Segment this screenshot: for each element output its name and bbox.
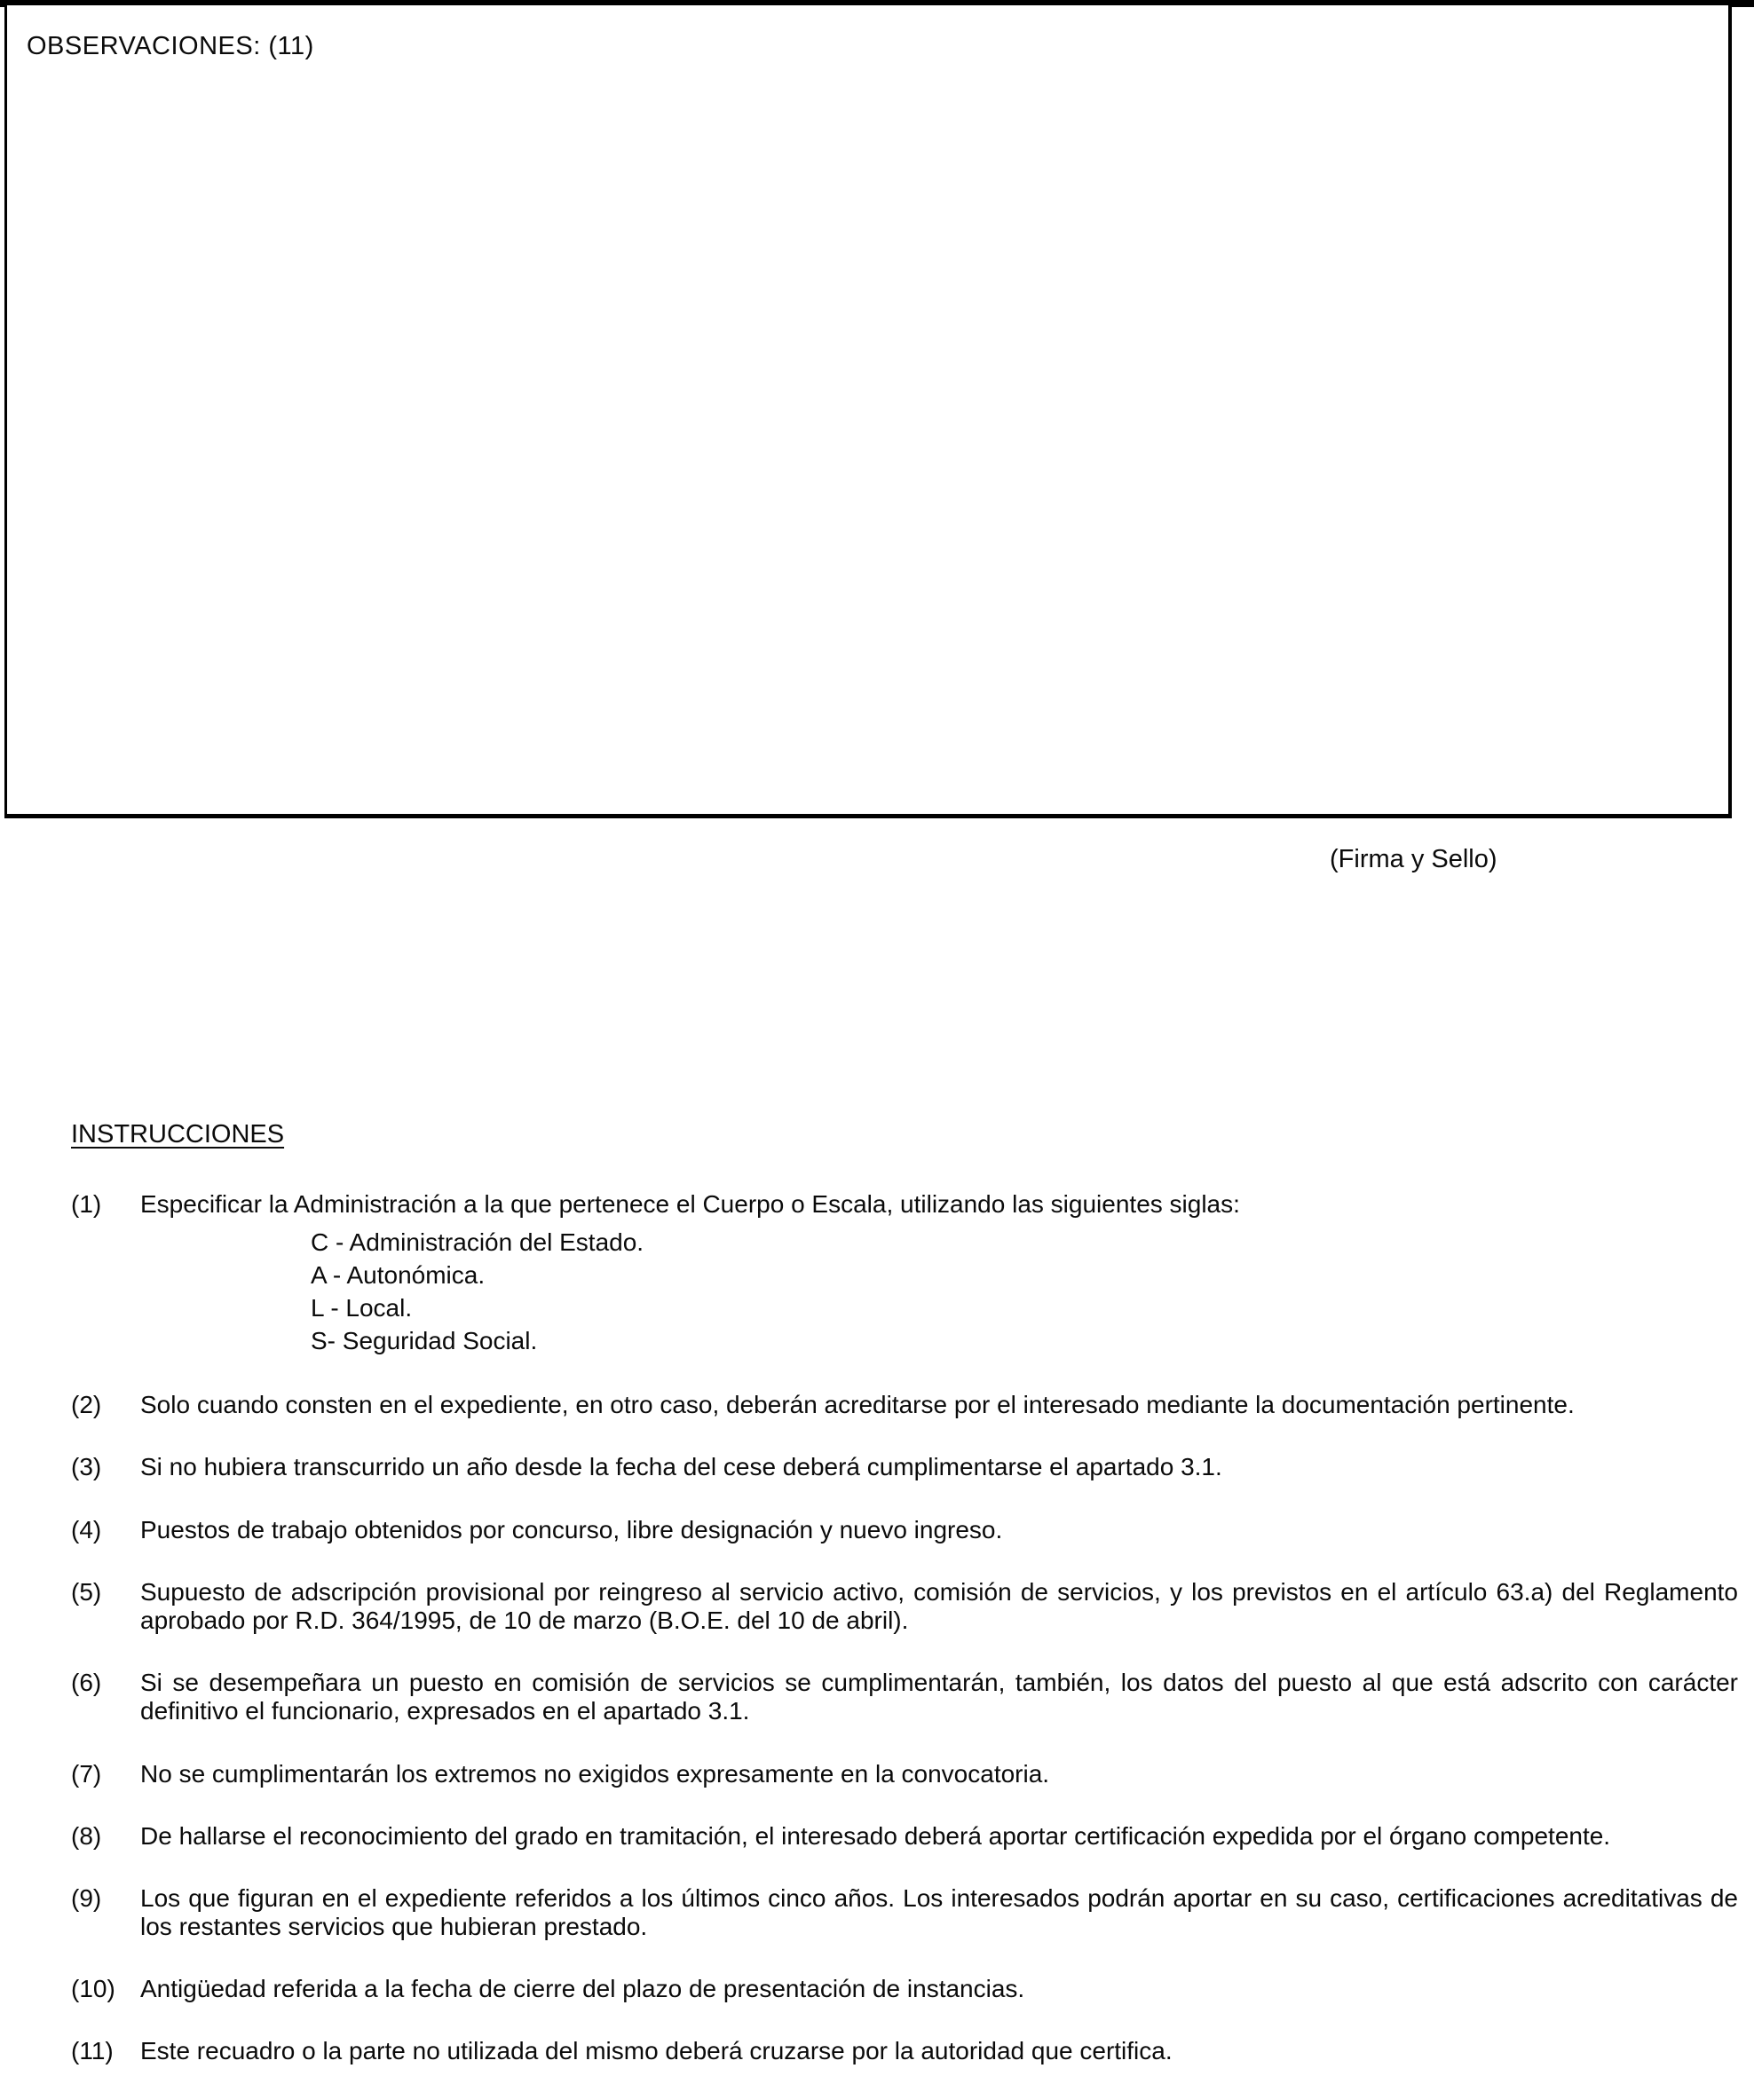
firma-sello-label: (Firma y Sello) [1330,845,1497,873]
instruction-number: (8) [71,1821,102,1850]
instruction-text: Antigüedad referida a la fecha de cierre del plazo de presentación de instancias. [140,1975,1025,2003]
instruction-item [71,2037,1740,2065]
instruction-item [71,1190,1740,1357]
instructions-title: INSTRUCCIONES [71,1120,285,1149]
instruction-number: (3) [71,1453,102,1481]
instruction-item [71,1391,1740,1419]
instructions-list [71,1190,1740,2066]
instruction-body [140,2037,1738,2065]
instruction-number: (7) [71,1759,102,1788]
instruction-body [140,1578,1738,1635]
instruction-text: Supuesto de adscripción provisional por reingreso al servicio activo, comisión de servicios, y los previstos en el artículo 63.a) del Reglamento aprobado por R.D. 364/1995, de 10 de marzo (B.O.E. del 10 de abril). [140,1577,1738,1634]
instruction-text: Puestos de trabajo obtenidos por concurso, libre designación y nuevo ingreso. [140,1515,1003,1543]
instruction-number: (9) [71,1883,102,1912]
instruction-body [140,1975,1738,2003]
instructions-section [71,1120,1740,2100]
instruction-number: (11) [71,2037,114,2065]
instruction-subline: C - Administración del Estado. [311,1228,644,1257]
instruction-sublines [311,1226,1738,1357]
observaciones-label: OBSERVACIONES: (11) [27,32,314,60]
instruction-item [71,1516,1740,1544]
instruction-number: (1) [71,1190,102,1218]
instruction-text: Los que figuran en el expediente referidos a los últimos cinco años. Los interesados podrán aportar en su caso, certificaciones acreditativas de los restantes servicios que hubieran prestado. [140,1883,1738,1941]
instruction-number: (2) [71,1391,102,1419]
instruction-item [71,1578,1740,1635]
instruction-text: De hallarse el reconocimiento del grado en tramitación, el interesado deberá aportar certificación expedida por el órgano competente. [140,1821,1611,1850]
instruction-body [140,1669,1738,1725]
instruction-body [140,1190,1738,1357]
instruction-text: Solo cuando consten en el expediente, en otro caso, deberán acreditarse por el interesado mediante la documentación pertinente. [140,1391,1575,1419]
instruction-body [140,1516,1738,1544]
instruction-number: (10) [71,1975,115,2003]
instruction-text: Si se desempeñara un puesto en comisión de servicios se cumplimentarán, también, los datos del puesto al que está adscrito con carácter definitivo el funcionario, expresados en el apartado 3.1. [140,1669,1738,1725]
instruction-body [140,1884,1738,1941]
instruction-body [140,1760,1738,1788]
instruction-text: Este recuadro o la parte no utilizada del mismo deberá cruzarse por la autoridad que certifica. [140,2037,1173,2065]
instruction-number: (6) [71,1669,102,1697]
observaciones-box [4,5,1732,818]
instruction-text: Si no hubiera transcurrido un año desde la fecha del cese deberá cumplimentarse el apartado 3.1. [140,1453,1222,1481]
instruction-body [140,1391,1738,1419]
instruction-text: No se cumplimentarán los extremos no exigidos expresamente en la convocatoria. [140,1759,1050,1788]
instruction-text: Especificar la Administración a la que pertenece el Cuerpo o Escala, utilizando las siguientes siglas: [140,1190,1240,1218]
instruction-item [71,1822,1740,1851]
instruction-item [71,1975,1740,2003]
instruction-item [71,1669,1740,1725]
instruction-item [71,1884,1740,1941]
instruction-body [140,1453,1738,1481]
instruction-subline: L - Local. [311,1294,413,1322]
instruction-item [71,1453,1740,1481]
instruction-item [71,1760,1740,1788]
instruction-subline: S- Seguridad Social. [311,1327,538,1355]
instruction-number: (4) [71,1515,102,1543]
instruction-number: (5) [71,1577,102,1606]
instruction-body [140,1822,1738,1851]
instruction-subline: A - Autonómica. [311,1261,486,1290]
